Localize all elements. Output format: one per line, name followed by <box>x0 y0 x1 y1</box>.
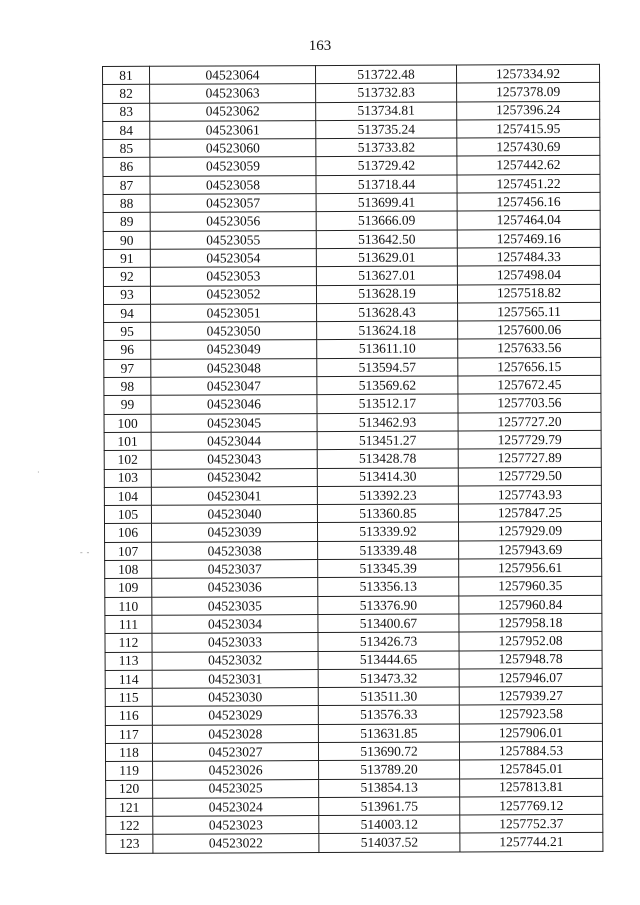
y-coordinate-cell: 1257633.56 <box>458 339 601 358</box>
point-code-cell: 04523062 <box>150 102 316 121</box>
x-coordinate-cell: 513961.75 <box>319 797 460 816</box>
table-row <box>105 686 602 706</box>
y-coordinate-cell: 1257656.15 <box>458 357 601 376</box>
x-coordinate-cell: 513722.48 <box>316 65 457 84</box>
row-number-cell: 119 <box>106 762 153 781</box>
x-coordinate-cell: 513392.23 <box>317 486 458 505</box>
x-coordinate-cell: 513451.27 <box>317 431 458 450</box>
y-coordinate-cell: 1257929.09 <box>458 522 601 541</box>
x-coordinate-cell: 513339.92 <box>317 522 458 541</box>
point-code-cell: 04523051 <box>151 303 317 322</box>
table-row <box>106 760 603 780</box>
point-code-cell: 04523048 <box>151 358 317 377</box>
x-coordinate-cell: 513414.30 <box>317 467 458 486</box>
y-coordinate-cell: 1257946.07 <box>459 668 602 687</box>
table-row <box>104 412 601 432</box>
x-coordinate-cell: 513789.20 <box>319 760 460 779</box>
x-coordinate-cell: 513426.73 <box>318 632 459 651</box>
table-row <box>104 522 601 542</box>
table-row <box>103 138 600 158</box>
y-coordinate-cell: 1257672.45 <box>458 375 601 394</box>
table-row <box>104 394 601 414</box>
point-code-cell: 04523041 <box>151 486 317 505</box>
y-coordinate-cell: 1257743.93 <box>458 485 601 504</box>
row-number-cell: 123 <box>106 835 153 854</box>
x-coordinate-cell: 513428.78 <box>317 449 458 468</box>
point-code-cell: 04523031 <box>152 669 318 688</box>
point-code-cell: 04523023 <box>153 816 319 835</box>
point-code-cell: 04523044 <box>151 432 317 451</box>
point-code-cell: 04523056 <box>150 212 316 231</box>
row-number-cell: 111 <box>105 615 152 634</box>
row-number-cell: 94 <box>104 304 151 323</box>
row-number-cell: 110 <box>105 597 152 616</box>
coordinates-table-container <box>102 64 602 852</box>
y-coordinate-cell: 1257813.81 <box>460 778 603 797</box>
y-coordinate-cell: 1257498.04 <box>457 266 600 285</box>
point-code-cell: 04523057 <box>150 194 316 213</box>
y-coordinate-cell: 1257464.04 <box>457 211 600 230</box>
x-coordinate-cell: 513339.48 <box>318 541 459 560</box>
y-coordinate-cell: 1257958.18 <box>459 613 602 632</box>
y-coordinate-cell: 1257484.33 <box>457 247 600 266</box>
x-coordinate-cell: 513356.13 <box>318 577 459 596</box>
y-coordinate-cell: 1257923.58 <box>459 705 602 724</box>
x-coordinate-cell: 513732.83 <box>316 83 457 102</box>
y-coordinate-cell: 1257729.50 <box>458 467 601 486</box>
x-coordinate-cell: 513733.82 <box>316 138 457 157</box>
point-code-cell: 04523054 <box>150 249 316 268</box>
row-number-cell: 101 <box>104 432 151 451</box>
x-coordinate-cell: 513444.65 <box>318 650 459 669</box>
x-coordinate-cell: 513569.62 <box>317 376 458 395</box>
x-coordinate-cell: 513624.18 <box>317 321 458 340</box>
row-number-cell: 81 <box>103 66 150 85</box>
table-row <box>103 101 600 121</box>
table-row <box>104 467 601 487</box>
y-coordinate-cell: 1257769.12 <box>460 796 603 815</box>
table-row <box>103 119 600 139</box>
table-row <box>105 577 602 597</box>
table-row <box>103 284 600 304</box>
table-row <box>103 192 600 212</box>
point-code-cell: 04523055 <box>150 230 316 249</box>
row-number-cell: 91 <box>103 249 150 268</box>
point-code-cell: 04523027 <box>152 743 318 762</box>
row-number-cell: 99 <box>104 396 151 415</box>
point-code-cell: 04523064 <box>150 66 316 85</box>
table-row <box>104 430 601 450</box>
row-number-cell: 87 <box>103 176 150 195</box>
y-coordinate-cell: 1257442.62 <box>457 156 600 175</box>
y-coordinate-cell: 1257845.01 <box>460 760 603 779</box>
x-coordinate-cell: 514003.12 <box>319 815 460 834</box>
row-number-cell: 100 <box>104 414 151 433</box>
y-coordinate-cell: 1257727.20 <box>458 412 601 431</box>
point-code-cell: 04523028 <box>152 724 318 743</box>
y-coordinate-cell: 1257884.53 <box>459 741 602 760</box>
point-code-cell: 04523029 <box>152 706 318 725</box>
table-row <box>104 357 601 377</box>
coordinates-table-body <box>103 64 603 853</box>
scan-speck: - - <box>80 548 91 557</box>
row-number-cell: 114 <box>105 670 152 689</box>
row-number-cell: 107 <box>105 542 152 561</box>
row-number-cell: 113 <box>105 652 152 671</box>
page-number: 163 <box>308 38 332 54</box>
row-number-cell: 85 <box>103 139 150 158</box>
row-number-cell: 121 <box>106 798 153 817</box>
table-row <box>104 302 601 322</box>
x-coordinate-cell: 513629.01 <box>316 248 457 267</box>
point-code-cell: 04523038 <box>152 541 318 560</box>
x-coordinate-cell: 513735.24 <box>316 120 457 139</box>
row-number-cell: 84 <box>103 121 150 140</box>
table-row <box>103 211 600 231</box>
point-code-cell: 04523063 <box>150 84 316 103</box>
y-coordinate-cell: 1257952.08 <box>459 632 602 651</box>
y-coordinate-cell: 1257729.79 <box>458 430 601 449</box>
x-coordinate-cell: 513511.30 <box>318 687 459 706</box>
y-coordinate-cell: 1257956.61 <box>459 558 602 577</box>
y-coordinate-cell: 1257469.16 <box>457 229 600 248</box>
y-coordinate-cell: 1257334.92 <box>456 64 599 83</box>
y-coordinate-cell: 1257960.35 <box>459 577 602 596</box>
table-row <box>104 339 601 359</box>
table-row <box>105 613 602 633</box>
y-coordinate-cell: 1257451.22 <box>457 174 600 193</box>
row-number-cell: 112 <box>105 633 152 652</box>
point-code-cell: 04523052 <box>150 285 316 304</box>
x-coordinate-cell: 513699.41 <box>316 193 457 212</box>
row-number-cell: 93 <box>103 286 150 305</box>
point-code-cell: 04523053 <box>150 267 316 286</box>
row-number-cell: 83 <box>103 103 150 122</box>
y-coordinate-cell: 1257518.82 <box>457 284 600 303</box>
row-number-cell: 118 <box>105 743 152 762</box>
y-coordinate-cell: 1257847.25 <box>458 503 601 522</box>
point-code-cell: 04523022 <box>153 834 319 853</box>
point-code-cell: 04523033 <box>152 633 318 652</box>
row-number-cell: 120 <box>106 780 153 799</box>
point-code-cell: 04523034 <box>152 614 318 633</box>
row-number-cell: 89 <box>103 213 150 232</box>
x-coordinate-cell: 513690.72 <box>318 742 459 761</box>
point-code-cell: 04523049 <box>151 340 317 359</box>
y-coordinate-cell: 1257396.24 <box>457 101 600 120</box>
point-code-cell: 04523042 <box>151 468 317 487</box>
table-row <box>106 778 603 798</box>
x-coordinate-cell: 513512.17 <box>317 394 458 413</box>
x-coordinate-cell: 513611.10 <box>317 339 458 358</box>
x-coordinate-cell: 513376.90 <box>318 596 459 615</box>
point-code-cell: 04523058 <box>150 175 316 194</box>
row-number-cell: 97 <box>104 359 151 378</box>
x-coordinate-cell: 513400.67 <box>318 614 459 633</box>
table-row <box>104 449 601 469</box>
point-code-cell: 04523026 <box>153 761 319 780</box>
row-number-cell: 102 <box>104 451 151 470</box>
row-number-cell: 96 <box>104 341 151 360</box>
row-number-cell: 109 <box>105 579 152 598</box>
row-number-cell: 90 <box>103 231 150 250</box>
point-code-cell: 04523037 <box>152 560 318 579</box>
y-coordinate-cell: 1257430.69 <box>457 138 600 157</box>
x-coordinate-cell: 513473.32 <box>318 669 459 688</box>
row-number-cell: 106 <box>104 524 151 543</box>
row-number-cell: 108 <box>105 560 152 579</box>
row-number-cell: 95 <box>104 322 151 341</box>
table-row <box>106 814 603 834</box>
point-code-cell: 04523030 <box>152 688 318 707</box>
y-coordinate-cell: 1257565.11 <box>458 302 601 321</box>
row-number-cell: 115 <box>105 688 152 707</box>
row-number-cell: 98 <box>104 377 151 396</box>
point-code-cell: 04523039 <box>151 523 317 542</box>
table-row <box>103 229 600 249</box>
x-coordinate-cell: 514037.52 <box>319 833 460 852</box>
y-coordinate-cell: 1257948.78 <box>459 650 602 669</box>
x-coordinate-cell: 513734.81 <box>316 102 457 121</box>
y-coordinate-cell: 1257378.09 <box>457 83 600 102</box>
row-number-cell: 82 <box>103 85 150 104</box>
x-coordinate-cell: 513642.50 <box>316 230 457 249</box>
y-coordinate-cell: 1257703.56 <box>458 394 601 413</box>
point-code-cell: 04523061 <box>150 120 316 139</box>
x-coordinate-cell: 513666.09 <box>316 211 457 230</box>
point-code-cell: 04523032 <box>152 651 318 670</box>
y-coordinate-cell: 1257939.27 <box>459 686 602 705</box>
y-coordinate-cell: 1257600.06 <box>458 320 601 339</box>
x-coordinate-cell: 513594.57 <box>317 358 458 377</box>
x-coordinate-cell: 513627.01 <box>316 266 457 285</box>
y-coordinate-cell: 1257456.16 <box>457 192 600 211</box>
y-coordinate-cell: 1257943.69 <box>459 540 602 559</box>
x-coordinate-cell: 513854.13 <box>319 779 460 798</box>
table-row <box>103 64 600 84</box>
table-row <box>103 83 600 103</box>
point-code-cell: 04523045 <box>151 413 317 432</box>
table-row <box>105 705 602 725</box>
row-number-cell: 86 <box>103 158 150 177</box>
row-number-cell: 105 <box>104 505 151 524</box>
table-row <box>104 503 601 523</box>
row-number-cell: 104 <box>104 487 151 506</box>
point-code-cell: 04523025 <box>153 779 319 798</box>
table-row <box>106 833 603 853</box>
x-coordinate-cell: 513631.85 <box>318 724 459 743</box>
table-row <box>105 595 602 615</box>
point-code-cell: 04523043 <box>151 450 317 469</box>
x-coordinate-cell: 513360.85 <box>317 504 458 523</box>
row-number-cell: 122 <box>106 816 153 835</box>
x-coordinate-cell: 513345.39 <box>318 559 459 578</box>
point-code-cell: 04523059 <box>150 157 316 176</box>
point-code-cell: 04523046 <box>151 395 317 414</box>
row-number-cell: 88 <box>103 194 150 213</box>
table-row <box>104 375 601 395</box>
table-row <box>105 650 602 670</box>
point-code-cell: 04523035 <box>152 596 318 615</box>
table-row <box>104 485 601 505</box>
x-coordinate-cell: 513462.93 <box>317 413 458 432</box>
x-coordinate-cell: 513729.42 <box>316 156 457 175</box>
table-row <box>103 247 600 267</box>
y-coordinate-cell: 1257752.37 <box>460 814 603 833</box>
table-row <box>103 156 600 176</box>
coordinates-table <box>102 64 603 854</box>
table-row <box>105 558 602 578</box>
table-row <box>105 741 602 761</box>
y-coordinate-cell: 1257727.89 <box>458 449 601 468</box>
y-coordinate-cell: 1257415.95 <box>457 119 600 138</box>
row-number-cell: 116 <box>105 707 152 726</box>
table-row <box>103 174 600 194</box>
row-number-cell: 103 <box>104 469 151 488</box>
table-row <box>104 320 601 340</box>
table-row <box>105 723 602 743</box>
scan-speck: · <box>37 468 40 477</box>
point-code-cell: 04523024 <box>153 797 319 816</box>
table-row <box>105 668 602 688</box>
point-code-cell: 04523047 <box>151 377 317 396</box>
x-coordinate-cell: 513718.44 <box>316 175 457 194</box>
y-coordinate-cell: 1257744.21 <box>460 833 603 852</box>
point-code-cell: 04523040 <box>151 505 317 524</box>
row-number-cell: 92 <box>103 268 150 287</box>
x-coordinate-cell: 513628.19 <box>316 285 457 304</box>
y-coordinate-cell: 1257906.01 <box>459 723 602 742</box>
x-coordinate-cell: 513628.43 <box>317 303 458 322</box>
point-code-cell: 04523050 <box>151 322 317 341</box>
y-coordinate-cell: 1257960.84 <box>459 595 602 614</box>
point-code-cell: 04523060 <box>150 139 316 158</box>
table-row <box>105 632 602 652</box>
table-row <box>103 266 600 286</box>
point-code-cell: 04523036 <box>152 578 318 597</box>
table-row <box>106 796 603 816</box>
row-number-cell: 117 <box>105 725 152 744</box>
table-row <box>105 540 602 560</box>
x-coordinate-cell: 513576.33 <box>318 705 459 724</box>
